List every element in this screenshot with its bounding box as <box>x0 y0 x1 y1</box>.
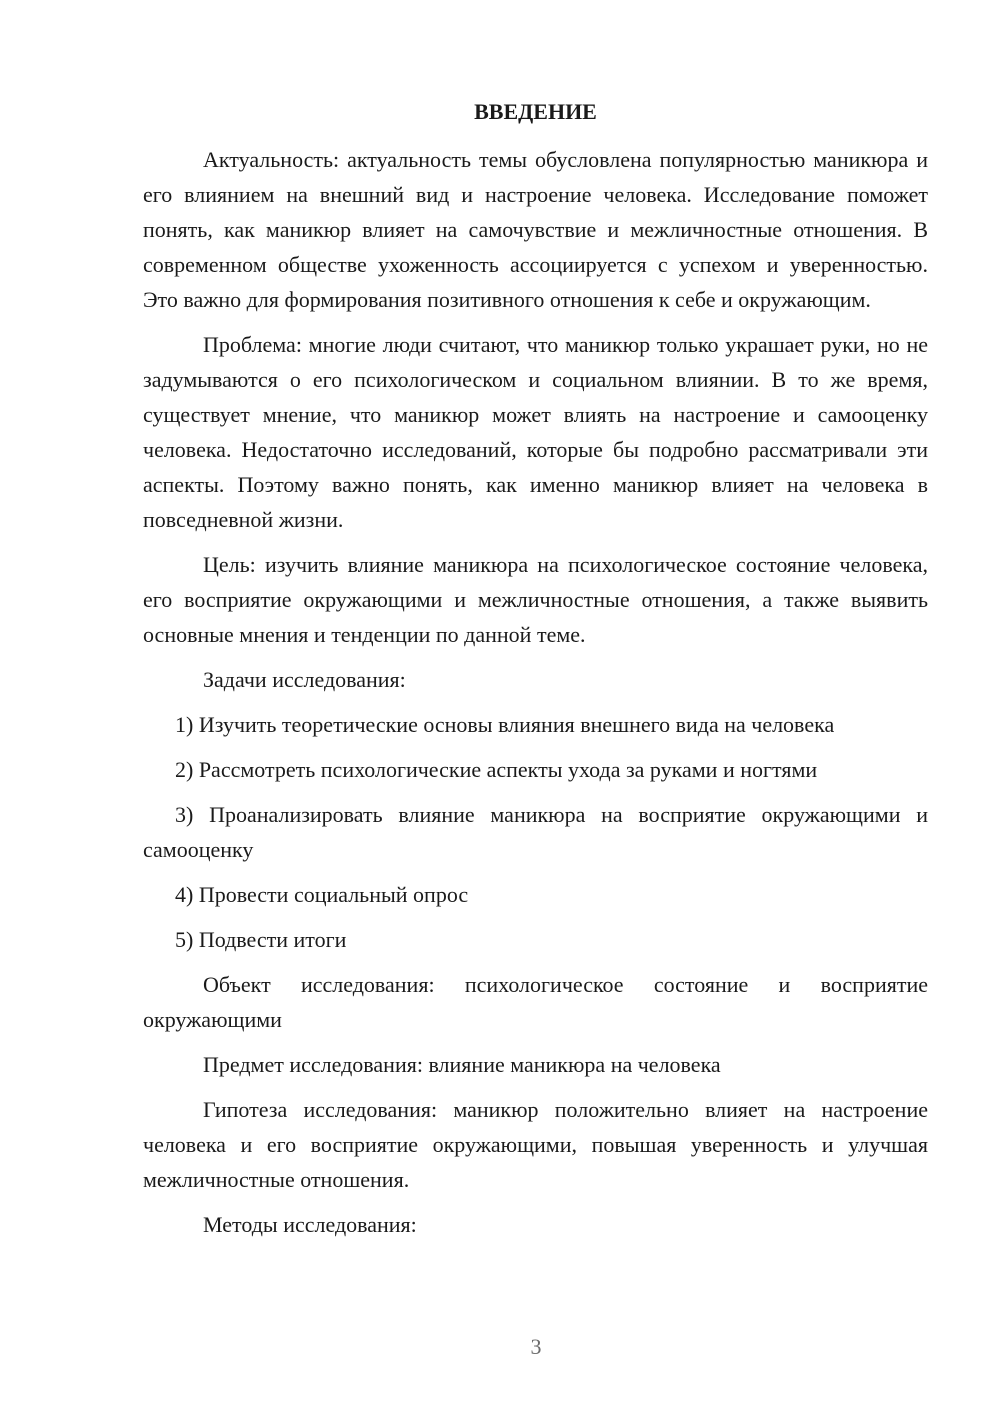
task-item-1: 1) Изучить теоретические основы влияния внешнего вида на человека <box>175 712 835 737</box>
paragraph-problem: Проблема: многие люди считают, что маникюр только украшает руки, но не задумываются о его психологическом и социальном влиянии. В то же время, существует мнение, что маникюр может влиять на настроение и самооценку человека. Недостаточно исследований, которые бы подробно рассматривали эти аспекты. Поэтому важно понять, как именно маникюр влияет на человека в повседневной жизни. <box>143 332 928 532</box>
paragraph-hypothesis: Гипотеза исследования: маникюр положительно влияет на настроение человека и его восприятие окружающими, повышая уверенность и улучшая межличностные отношения. <box>143 1097 928 1192</box>
page-content <box>143 94 928 1252</box>
task-item-4: 4) Провести социальный опрос <box>175 882 469 907</box>
tasks-title: Задачи исследования: <box>203 667 406 692</box>
paragraph-methods: Методы исследования: <box>203 1212 417 1237</box>
task-item-3: 3) Проанализировать влияние маникюра на восприятие окружающими и самооценку <box>143 802 928 862</box>
paragraph-object: Объект исследования: психологическое состояние и восприятие окружающими <box>143 972 928 1032</box>
task-item-5: 5) Подвести итоги <box>175 927 347 952</box>
paragraph-subject: Предмет исследования: влияние маникюра на человека <box>203 1052 721 1077</box>
paragraph-relevance: Актуальность: актуальность темы обусловлена популярностью маникюра и его влиянием на внешний вид и настроение человека. Исследование поможет понять, как маникюр влияет на самочувствие и межличностные отношения. В современном обществе ухоженность ассоциируется с успехом и уверенностью. Это важно для формирования позитивного отношения к себе и окружающим. <box>143 147 928 312</box>
paragraph-goal: Цель: изучить влияние маникюра на психологическое состояние человека, его восприятие окружающими и межличностные отношения, а также выявить основные мнения и тенденции по данной теме. <box>143 552 928 647</box>
page-number: 3 <box>530 1334 542 1359</box>
task-item-2: 2) Рассмотреть психологические аспекты ухода за руками и ногтями <box>175 757 818 782</box>
page-heading: ВВЕДЕНИЕ <box>474 99 597 124</box>
